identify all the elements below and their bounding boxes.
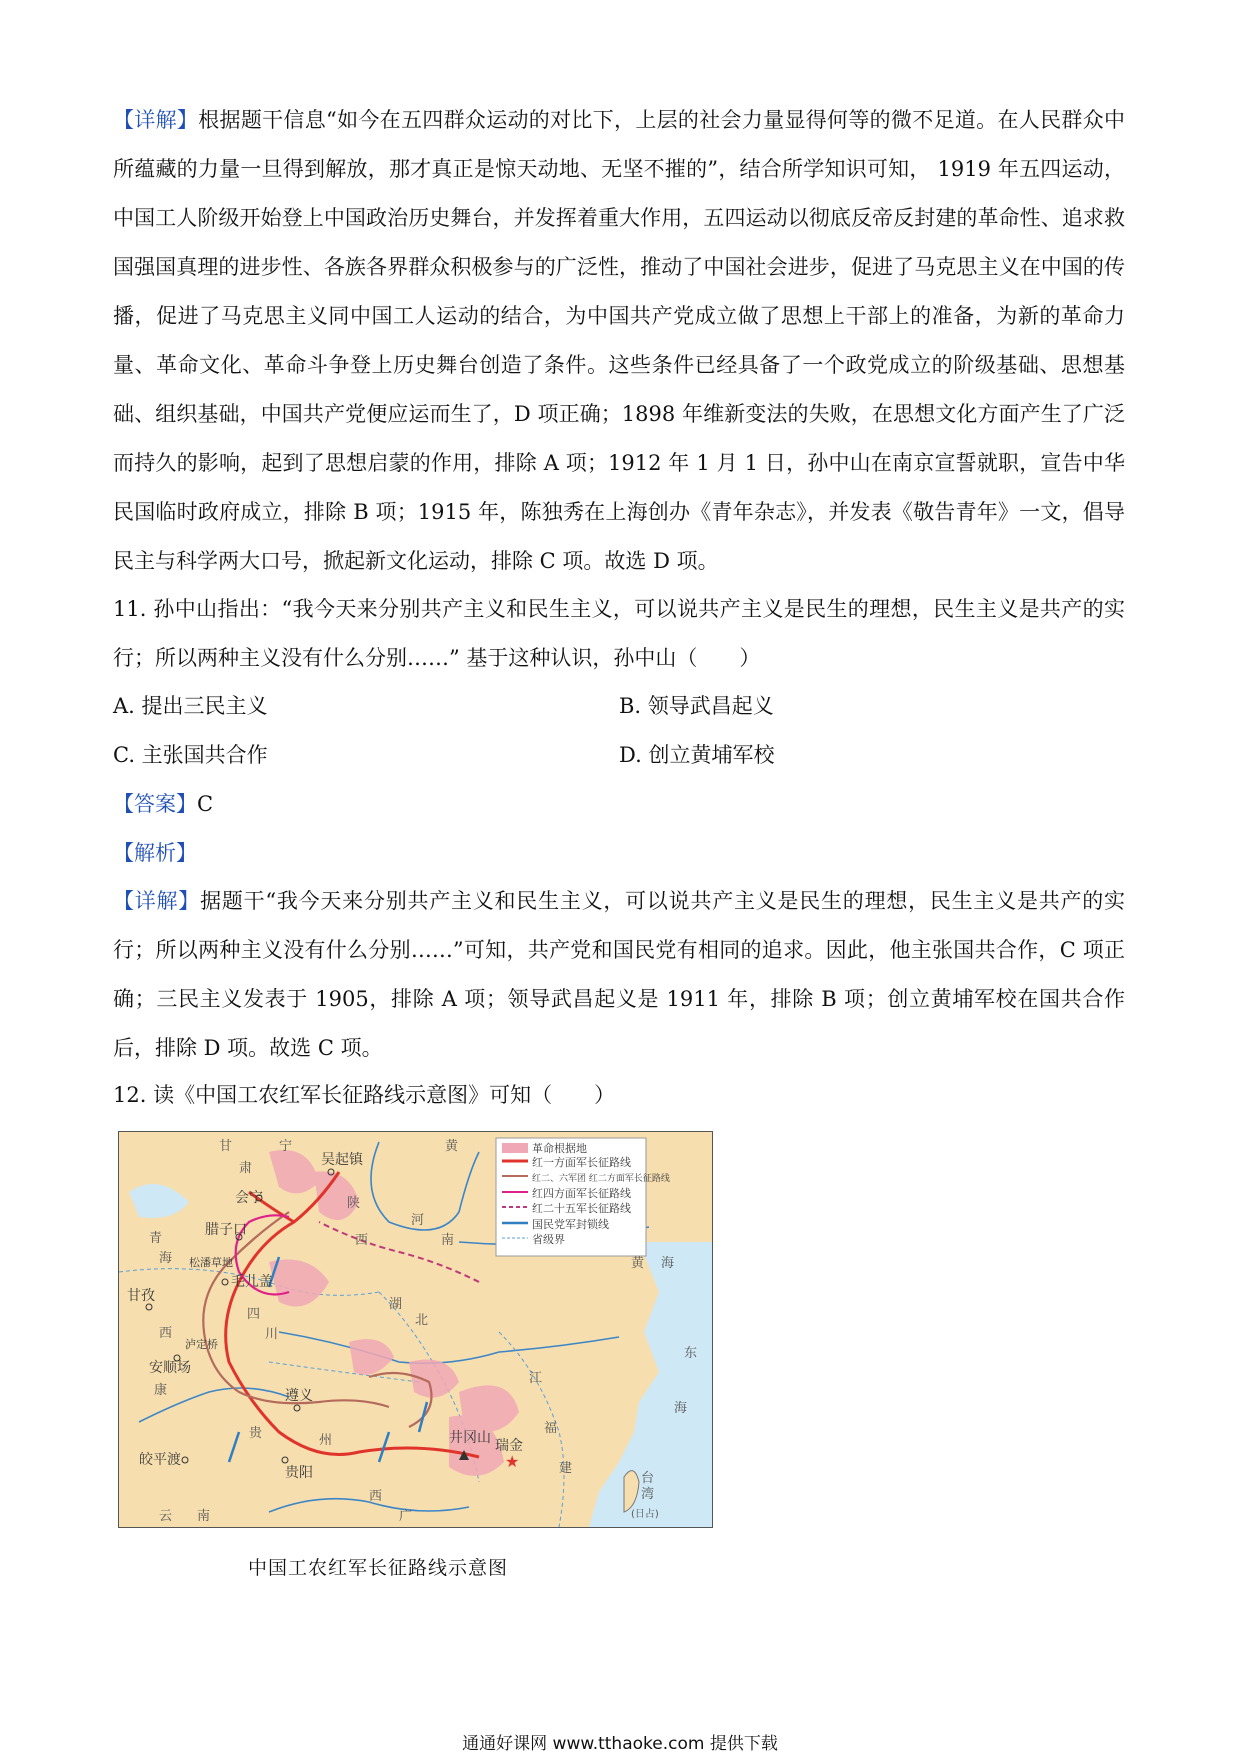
region-dong: 东 (684, 1346, 698, 1361)
legend-fourth-route: 红四方面军长征路线 (532, 1187, 631, 1200)
region-xi1: 西 (355, 1233, 369, 1248)
label-guiyang: 贵阳 (285, 1465, 313, 1481)
region-he: 河 (411, 1213, 425, 1228)
label-lazikou: 腊子口 (205, 1222, 247, 1238)
detail-tag: 【详解】 (113, 889, 201, 913)
legend-25th-route: 红二十五军长征路线 (532, 1202, 631, 1215)
region-guang: 广 (399, 1509, 413, 1524)
region-dong-hai: 海 (674, 1401, 688, 1416)
q12-stem: 12. 读《中国工农红军长征路线示意图》可知（ ） (113, 1083, 616, 1107)
legend-first-route: 红一方面军长征路线 (532, 1156, 631, 1169)
q11-analysis-tag: 【解析】 (113, 841, 197, 865)
region-wan: 湾 (641, 1487, 655, 1502)
legend-province-border: 省级界 (532, 1233, 565, 1246)
detail-text: 据题干“我今天来分别共产主义和民生主义，可以说共产主义是民生的理想，民生主义是共产的实行；所以两种主义没有什么分别……”可知，共产党和国民党有相同的追求。因此，他主张国共合作，C 项正确；三民主义发表于 1905，排除 A 项；领导武昌起义是 1911 年，排除 B 项；创立黄埔军校在国共合作后，排除 D 项。故选 C 项。 (113, 889, 1126, 1060)
label-ludingqiao: 泸定桥 (185, 1338, 218, 1351)
region-xi2: 西 (159, 1326, 173, 1341)
q11-option-c: C. 主张国共合作 (113, 743, 268, 767)
region-huang-sea-2: 海 (661, 1256, 675, 1271)
region-si: 四 (247, 1307, 261, 1322)
label-huining: 会宁 (235, 1190, 263, 1206)
long-march-map (118, 1131, 713, 1528)
answer-value: C (197, 792, 214, 816)
q11-option-d: D. 创立黄埔军校 (619, 743, 775, 767)
q11-stem: 11. 孙中山指出：“我今天来分别共产主义和民生主义，可以说共产主义是民生的理想，民生主义是共产的实行；所以两种主义没有什么分别……” 基于这种认识，孙中山（ ） (113, 597, 1125, 670)
region-gan: 甘 (219, 1139, 233, 1154)
region-su: 肃 (239, 1161, 253, 1176)
region-yun: 云 (159, 1509, 173, 1524)
region-fu: 福 (544, 1421, 558, 1436)
region-kang: 康 (154, 1383, 168, 1398)
label-jiaopingdu: 皎平渡 (139, 1452, 181, 1468)
region-jian: 建 (559, 1461, 573, 1476)
region-zhou: 州 (319, 1433, 333, 1448)
label-wuqizhen: 吴起镇 (321, 1152, 363, 1168)
label-ruijin: 瑞金 (495, 1438, 523, 1454)
label-maoergai: 毛儿盖 (231, 1274, 273, 1290)
q11-option-b: B. 领导武昌起义 (619, 694, 774, 718)
label-ganzi: 甘孜 (127, 1288, 155, 1304)
svg-text:★: ★ (505, 1452, 520, 1471)
map-caption: 中国工农红军长征路线示意图 (248, 1557, 509, 1579)
map-legend (496, 1138, 670, 1256)
legend-base-area: 革命根据地 (532, 1142, 587, 1155)
detail-text: 根据题干信息“如今在五四群众运动的对比下，上层的社会力量显得何等的微不足道。在人民群众中所蕴藏的力量一旦得到解放，那才真正是惊天动地、无坚不摧的”，结合所学知识可知， 1919 年五四运动，中国工人阶级开始登上中国政治历史舞台，并发挥着重大作用，五四运动以彻底反帝反封建的革命性、追求救国强国真理的进步性、各族各界群众积极参与的广泛性，推动了中国社会进步，促进了马克思主义在中国的传播，促进了马克思主义同中国工人运动的结合，为中国共产党成立做了思想上干部上的准备，为新的革命力量、革命文化、革命斗争登上历史舞台创造了条件。这些条件已经具备了一个政党成立的阶级基础、思想基础、组织基础，中国共产党便应运而生了，D 项正确；1898 年维新变法的失败，在思想文化方面产生了广泛而持久的影响，起到了思想启蒙的作用，排除 A 项；1912 年 1 月 1 日，孙中山在南京宣誓就职，宣告中华民国临时政府成立，排除 B 项；1915 年，陈独秀在上海创办《青年杂志》，并发表《敬告青年》一文，倡导民主与科学两大口号，掀起新文化运动，排除 C 项。故选 D 项。 (113, 108, 1126, 573)
legend-second-route: 红二、六军团 红二方面军长征路线 (532, 1174, 670, 1184)
region-huang-sea-1: 黄 (631, 1256, 645, 1271)
region-nan1: 南 (441, 1233, 455, 1248)
label-songpan: 松潘草地 (189, 1256, 233, 1269)
q11-answer (113, 789, 213, 819)
region-ning: 宁 (279, 1139, 293, 1154)
page-footer: 通通好课网 www.tthaoke.com 提供下载 (462, 1734, 778, 1754)
region-japan-occupied: (日占) (631, 1509, 659, 1520)
region-jiang: 江 (529, 1371, 543, 1386)
label-zunyi: 遵义 (285, 1388, 313, 1404)
region-qing: 青 (149, 1231, 163, 1246)
q10-detail-paragraph (113, 96, 1125, 586)
q11-detail-paragraph (113, 877, 1125, 1073)
q11-option-a: A. 提出三民主义 (113, 694, 268, 718)
region-shaan: 陕 (347, 1196, 361, 1211)
region-hai: 海 (159, 1251, 173, 1266)
region-chuan: 川 (265, 1327, 279, 1342)
answer-tag: 【答案】 (113, 792, 197, 816)
label-jinggangshan: 井冈山 (449, 1430, 491, 1446)
detail-tag: 【详解】 (113, 108, 199, 132)
label-anshunchang: 安顺场 (149, 1360, 191, 1376)
region-tai: 台 (641, 1471, 655, 1486)
region-nan2: 南 (197, 1509, 211, 1524)
region-bei: 北 (415, 1313, 429, 1328)
region-gui: 贵 (249, 1426, 263, 1441)
legend-blockade: 国民党军封锁线 (532, 1218, 609, 1231)
region-xi3: 西 (369, 1489, 383, 1504)
region-huang-river: 黄 (445, 1139, 459, 1154)
region-hu: 湖 (389, 1297, 403, 1312)
